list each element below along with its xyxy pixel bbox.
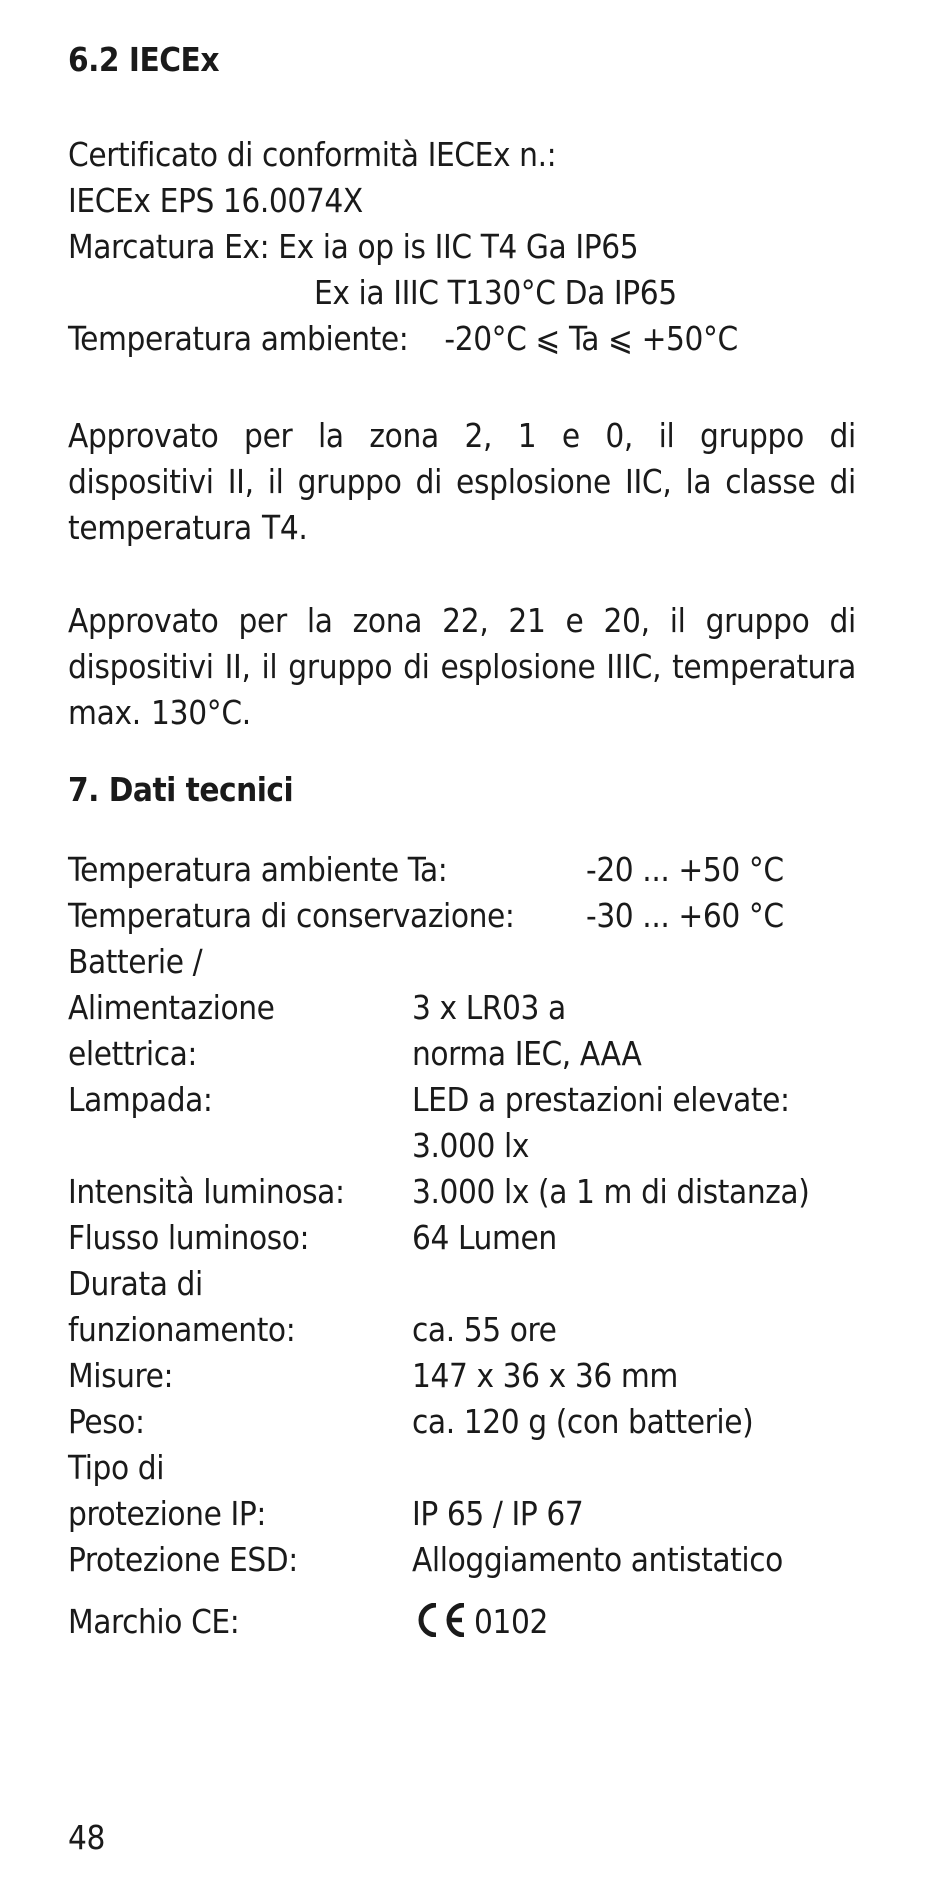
- cert-label: Certificato di conformità IECEx n.:: [68, 135, 557, 174]
- spec-label: Intensità luminosa:: [68, 1172, 345, 1211]
- spec-label: Peso:: [68, 1402, 145, 1441]
- spec-value: IP 65 / IP 67: [412, 1494, 584, 1533]
- spec-row: [68, 1031, 858, 1077]
- marking-row: [68, 224, 858, 270]
- marking-value-1: Ex ia op is IIC T4 Ga IP65: [278, 227, 639, 266]
- spec-row: [68, 1077, 858, 1123]
- spec-row: [68, 1307, 858, 1353]
- page-number: 48: [68, 1818, 105, 1857]
- ce-mark-icon: [412, 1603, 468, 1637]
- spec-label: Flusso luminoso:: [68, 1218, 310, 1257]
- paragraph-zone-22-21-20: Approvato per la zona 22, 21 e 20, il gruppo di dispositivi II, il gruppo di esplosione IIIC, temperatura max. 130°C.: [68, 601, 856, 732]
- spec-row: [68, 1215, 858, 1261]
- spec-value: 3.000 lx (a 1 m di distanza): [412, 1172, 810, 1211]
- spec-row: [68, 1491, 858, 1537]
- cert-number: IECEx EPS 16.0074X: [68, 181, 363, 220]
- spec-row-ambient-ta: [68, 847, 858, 893]
- spec-label: [68, 1123, 412, 1169]
- spec-row: [68, 1445, 858, 1491]
- ambient-value: -20°C ⩽ Ta ⩽ +50°C: [444, 319, 738, 358]
- spec-label: Durata di: [68, 1264, 203, 1303]
- spec-row: [68, 1123, 858, 1169]
- ce-notified-body-number: 0102: [474, 1602, 548, 1641]
- spec-value: -30 ... +60 °C: [586, 896, 784, 935]
- spec-value: 3.000 lx: [412, 1126, 530, 1165]
- marking-label: Marcatura Ex:: [68, 227, 270, 266]
- spec-label: protezione IP:: [68, 1494, 266, 1533]
- ambient-label: Temperatura ambiente:: [68, 319, 409, 358]
- spec-value: ca. 120 g (con batterie): [412, 1402, 754, 1441]
- iecex-certificate-block: [68, 132, 858, 362]
- spec-value: norma IEC, AAA: [412, 1034, 642, 1073]
- spec-value: 3 x LR03 a: [412, 988, 566, 1027]
- paragraph-zone-2-1-0: Approvato per la zona 2, 1 e 0, il gruppo di dispositivi II, il gruppo di esplosione IIC, la classe di temperatura T4.: [68, 416, 856, 547]
- spec-label: elettrica:: [68, 1034, 198, 1073]
- spec-row: [68, 1353, 858, 1399]
- technical-data-table: [68, 847, 858, 1645]
- section-heading-iecex: 6.2 IECEx: [68, 40, 219, 79]
- spec-value: Alloggiamento antistatico: [412, 1540, 783, 1579]
- spec-row: [68, 939, 858, 985]
- spec-value: 147 x 36 x 36 mm: [412, 1356, 678, 1395]
- spec-row: [68, 1261, 858, 1307]
- section-heading-technical-data: 7. Dati tecnici: [68, 770, 294, 809]
- spec-label: Alimentazione: [68, 988, 275, 1027]
- spec-value: ca. 55 ore: [412, 1310, 557, 1349]
- spec-label: Protezione ESD:: [68, 1540, 298, 1579]
- spec-row: [68, 1399, 858, 1445]
- spec-label: Temperatura ambiente Ta:: [68, 850, 448, 889]
- spec-row: [68, 1537, 858, 1583]
- spec-value: -20 ... +50 °C: [586, 850, 784, 889]
- spec-label: Misure:: [68, 1356, 174, 1395]
- spec-label: Tipo di: [68, 1448, 165, 1487]
- marking-value-2: Ex ia IIIC T130°C Da IP65: [314, 273, 677, 312]
- ambient-row: [68, 316, 858, 362]
- spec-row-ce-mark: [68, 1599, 858, 1645]
- spec-label: Batterie /: [68, 942, 203, 981]
- spec-label: funzionamento:: [68, 1310, 296, 1349]
- spec-label: Temperatura di conservazione:: [68, 896, 515, 935]
- spec-row-storage-temp: [68, 893, 858, 939]
- spec-label: Marchio CE:: [68, 1602, 240, 1641]
- spec-value: 64 Lumen: [412, 1218, 557, 1257]
- spec-row: [68, 1169, 858, 1215]
- spec-row: [68, 985, 858, 1031]
- spec-value: LED a prestazioni elevate:: [412, 1080, 790, 1119]
- spec-label: Lampada:: [68, 1080, 213, 1119]
- spec-value: [412, 1599, 548, 1645]
